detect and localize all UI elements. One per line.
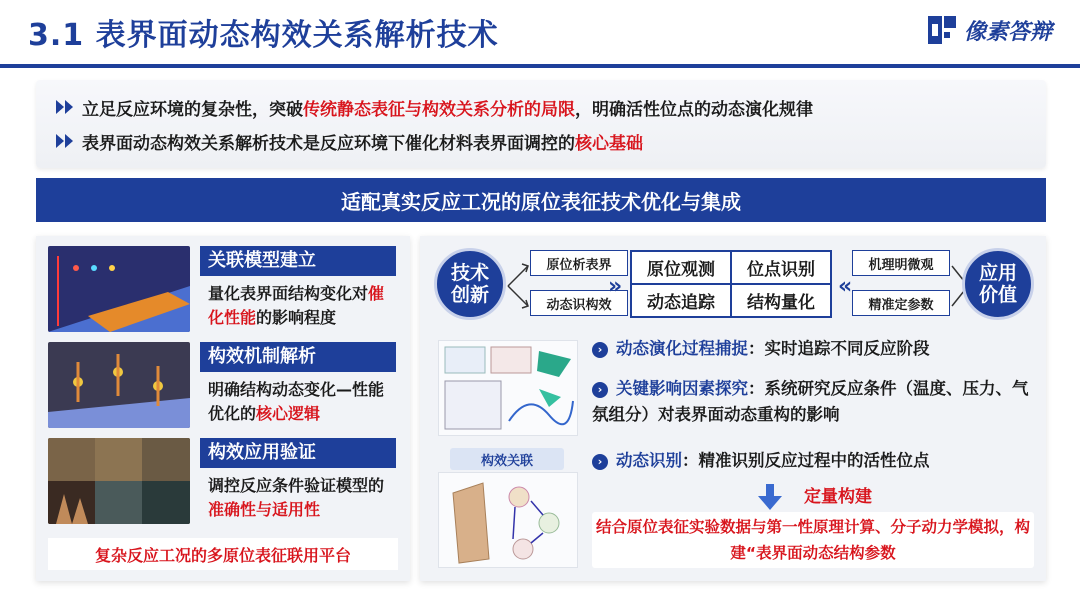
bullet-text: ：系统研究反应条件（温度、压力、气氛组分）对表界面动态重构的影响 <box>592 379 1029 424</box>
grid-cell: 位点识别 <box>731 251 831 284</box>
grid-cell: 结构量化 <box>731 284 831 317</box>
tech-innovation-circle <box>434 248 506 320</box>
section-banner: 适配真实反应工况的原位表征技术优化与集成 <box>36 178 1046 222</box>
body-text: 量化表界面结构变化对 <box>208 284 369 303</box>
intro-2-text-a: 表界面动态构效关系解析技术是反应环境下催化材料表界面调控的 <box>82 133 575 154</box>
application-value-circle <box>962 248 1034 320</box>
left-item-heading: 构效机制解析 <box>200 342 396 372</box>
left-item-body <box>208 474 398 522</box>
conclusion-box: 结合原位表征实验数据与第一性原理计算、分子动力学模拟，构建“表界面动态结构参数 <box>592 512 1034 568</box>
box-dynamic-recognition: 动态识构效 <box>530 290 628 316</box>
bullet-dynamic-evolution <box>592 336 1032 362</box>
mechanism-image <box>48 342 190 428</box>
body-text: 调控反应条件验证模型的 <box>208 476 385 495</box>
chevron-right-icon: › <box>592 382 608 398</box>
left-item-heading: 构效应用验证 <box>200 438 396 468</box>
logo-text: 像素答辩 <box>963 19 1052 45</box>
left-item-body <box>208 282 398 330</box>
body-highlight: 催化性能 <box>208 284 385 327</box>
intro-line-1 <box>56 90 1046 124</box>
chevron-right-icon: › <box>592 454 608 470</box>
double-chevron-left-icon: « <box>838 274 853 299</box>
bullet-dynamic-identification <box>592 448 1032 474</box>
chevron-right-icon: › <box>592 342 608 358</box>
body-highlight: 准确性与适用性 <box>208 500 321 519</box>
bullet-text: ：实时追踪不同反应阶段 <box>748 339 930 358</box>
logo-icon <box>926 14 958 46</box>
body-text: 明确结构动态变化—性能优化的 <box>208 380 385 423</box>
tech-circle-label: 技术 创新 <box>450 262 489 306</box>
in-situ-figure <box>438 340 578 436</box>
left-footer: 复杂反应工况的多原位表征联用平台 <box>48 538 398 570</box>
down-arrow-icon <box>758 484 782 510</box>
intro-1-text-a: 立足反应环境的复杂性，突破 <box>82 99 303 120</box>
logo <box>926 14 1052 46</box>
double-chevron-right-icon: » <box>608 274 623 299</box>
intro-1-highlight: 传统静态表征与构效关系分析的局限 <box>303 99 575 120</box>
intro-box <box>36 80 1046 168</box>
structure-correlation-label: 构效关联 <box>450 448 564 470</box>
right-panel <box>420 236 1046 581</box>
intro-line-2 <box>56 124 1046 158</box>
branch-arrows-icon <box>506 254 532 318</box>
title-divider <box>0 64 1080 68</box>
quantitative-label: 定量构建 <box>804 487 872 507</box>
bullet-key-factors <box>592 376 1036 428</box>
bullet-key: 关键影响因素探究 <box>616 379 748 398</box>
left-item-body <box>208 378 398 426</box>
microscopy-image <box>48 438 190 524</box>
intro-1-text-c: ，明确活性位点的动态演化规律 <box>575 99 813 120</box>
left-item-validation <box>48 438 398 526</box>
correlation-figure <box>438 472 578 568</box>
page-title: 3.1 表界面动态构效关系解析技术 <box>28 18 499 53</box>
left-item-mechanism <box>48 342 398 430</box>
body-text: 的影响程度 <box>256 308 337 327</box>
method-grid <box>630 250 832 318</box>
left-item-model <box>48 246 398 334</box>
grid-cell: 原位观测 <box>631 251 731 284</box>
bullet-text: ：精准识别反应过程中的活性位点 <box>682 451 930 470</box>
box-in-situ-surface: 原位析表界 <box>530 250 628 276</box>
box-parameter: 精准定参数 <box>852 290 950 316</box>
box-mechanism: 机理明微观 <box>852 250 950 276</box>
intro-2-highlight: 核心基础 <box>575 133 643 154</box>
left-panel <box>36 236 410 581</box>
app-circle-label: 应用 价值 <box>978 262 1017 306</box>
left-item-heading: 关联模型建立 <box>200 246 396 276</box>
surface-model-image <box>48 246 190 332</box>
double-chevron-icon <box>56 134 74 148</box>
double-chevron-icon <box>56 100 74 114</box>
grid-cell: 动态追踪 <box>631 284 731 317</box>
body-highlight: 核心逻辑 <box>256 404 321 423</box>
bullet-key: 动态演化过程捕捉 <box>616 339 748 358</box>
bullet-key: 动态识别 <box>616 451 682 470</box>
